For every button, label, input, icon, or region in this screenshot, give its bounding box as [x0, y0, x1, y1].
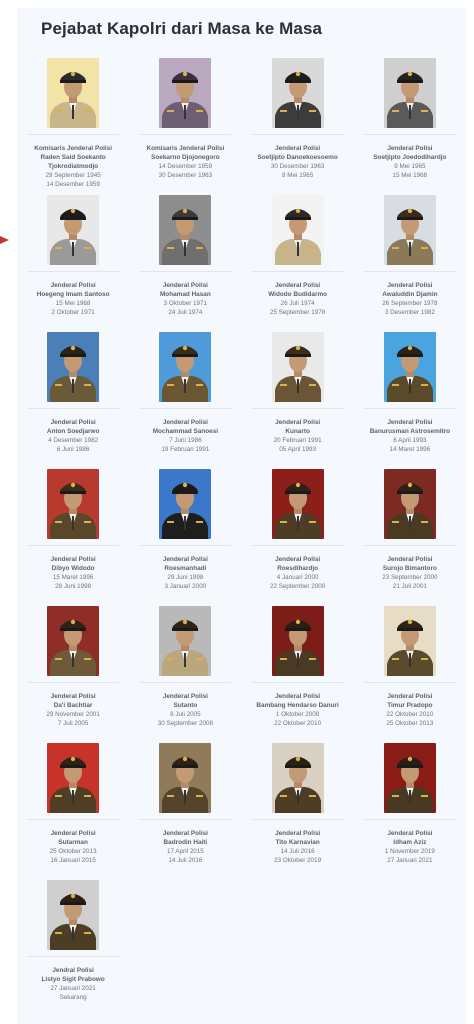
official-rank: Jenderal Polisi — [275, 282, 321, 289]
official-portrait — [159, 195, 211, 265]
official-card — [24, 469, 122, 606]
official-rank: Jenderal Polisi — [275, 693, 321, 700]
official-portrait — [272, 58, 324, 128]
official-portrait — [159, 606, 211, 676]
term-start: 15 Mei 1968 — [55, 300, 91, 307]
official-name: Surojo Bimantoro — [382, 565, 437, 572]
official-rank: Jenderal Polisi — [387, 419, 433, 426]
official-name: Tito Karnavian — [275, 839, 320, 846]
term-end: 14 Juli 2016 — [168, 857, 203, 865]
official-card — [136, 469, 234, 606]
card-divider — [139, 682, 231, 683]
official-card — [249, 58, 347, 195]
card-divider — [252, 819, 344, 820]
official-card — [24, 58, 122, 195]
officials-grid — [17, 58, 466, 1017]
term-end: 28 Juni 1998 — [55, 583, 92, 591]
term-start: 17 April 2015 — [166, 848, 204, 855]
official-portrait — [159, 58, 211, 128]
term-start: 4 Januari 2000 — [276, 574, 319, 581]
official-portrait — [159, 743, 211, 813]
term-start: 26 Juli 1974 — [280, 300, 315, 307]
term-end: 8 Mei 1965 — [282, 172, 314, 180]
official-card — [24, 332, 122, 469]
official-portrait — [47, 58, 99, 128]
page-title: Pejabat Kapolri dari Masa ke Masa — [41, 19, 323, 38]
card-divider — [27, 545, 119, 546]
official-card — [136, 606, 234, 743]
term-start: 26 September 1978 — [382, 300, 438, 307]
term-end: 15 Mei 1968 — [392, 172, 428, 180]
official-name: Listyo Sigit Prabowo — [41, 976, 105, 983]
official-card — [136, 743, 234, 880]
term-end: 22 September 2000 — [269, 583, 326, 591]
official-card — [24, 743, 122, 880]
official-rank: Komisaris Jenderal Polisi — [34, 145, 113, 152]
official-rank: Jenderal Polisi — [50, 693, 96, 700]
official-rank: Jenderal Polisi — [387, 693, 433, 700]
official-rank: Jenderal Polisi — [387, 145, 433, 152]
official-rank: Komisaris Jenderal Polisi — [146, 145, 225, 152]
term-end: 05 April 1993 — [279, 446, 316, 454]
card-divider — [27, 819, 119, 820]
term-end: 3 Januari 2000 — [164, 583, 207, 591]
term-start: 4 Desember 1982 — [48, 437, 99, 444]
official-name: Roesmanhadi — [164, 565, 207, 572]
term-end: 27 Januari 2021 — [387, 857, 433, 865]
official-portrait — [272, 332, 324, 402]
official-name: Mochammad Sanoesi — [152, 428, 219, 435]
term-start: 20 Februari 1991 — [273, 437, 322, 444]
term-start: 9 Mei 1965 — [394, 163, 426, 170]
card-divider — [252, 134, 344, 135]
official-portrait — [47, 880, 99, 950]
term-end: 30 September 2008 — [157, 720, 214, 728]
term-end: 16 Januari 2015 — [50, 857, 96, 865]
card-divider — [27, 271, 119, 272]
card-divider — [27, 956, 119, 957]
term-start: 23 September 2000 — [382, 574, 438, 581]
term-start: 22 Oktober 2010 — [386, 711, 434, 718]
official-name: Soekarno Djojonegoro — [151, 154, 220, 161]
official-portrait — [272, 743, 324, 813]
official-portrait — [384, 58, 436, 128]
official-rank: Jenderal Polisi — [162, 419, 208, 426]
term-start: 14 Desember 1959 — [158, 163, 213, 170]
official-portrait — [272, 469, 324, 539]
official-card — [361, 743, 459, 880]
card-divider — [27, 682, 119, 683]
official-portrait — [272, 606, 324, 676]
official-portrait — [47, 195, 99, 265]
official-portrait — [384, 195, 436, 265]
official-rank: Jenderal Polisi — [50, 830, 96, 837]
term-start: 14 Juli 2016 — [280, 848, 315, 855]
official-portrait — [159, 469, 211, 539]
card-divider — [364, 134, 456, 135]
official-card — [136, 195, 234, 332]
official-name: Hoegeng Imam Santoso — [36, 291, 110, 298]
official-card — [361, 332, 459, 469]
official-portrait — [47, 743, 99, 813]
term-end: 7 Juli 2005 — [57, 720, 89, 728]
official-card — [361, 195, 459, 332]
term-start: 7 Juni 1986 — [169, 437, 202, 444]
card-divider — [139, 819, 231, 820]
official-name: Da'i Bachtiar — [53, 702, 93, 709]
term-start: 1 November 2019 — [384, 848, 435, 855]
official-rank: Jenderal Polisi — [162, 282, 208, 289]
official-name: Soetjipto Joedodihardjo — [373, 154, 447, 161]
official-portrait — [47, 606, 99, 676]
card-divider — [139, 545, 231, 546]
official-portrait — [47, 469, 99, 539]
official-name: Roesdihardjo — [277, 565, 319, 572]
official-card — [24, 195, 122, 332]
term-end: 21 Juli 2001 — [392, 583, 427, 591]
official-name: Banurusman Astrosemitro — [369, 428, 451, 435]
official-rank: Jenderal Polisi — [387, 556, 433, 563]
term-end: 25 Oktober 2013 — [386, 720, 434, 728]
card-divider — [364, 819, 456, 820]
official-rank: Jenderal Polisi — [162, 693, 208, 700]
official-name: Awaluddin Djamin — [382, 291, 438, 298]
term-start: 15 Maret 1996 — [52, 574, 94, 581]
official-name: Kunarto — [285, 428, 310, 435]
official-card — [361, 469, 459, 606]
term-end: 24 Juli 1974 — [168, 309, 203, 317]
official-portrait — [384, 332, 436, 402]
official-card — [249, 743, 347, 880]
card-divider — [364, 271, 456, 272]
official-rank: Jenderal Polisi — [387, 830, 433, 837]
official-name: Raden Said Soekanto Tjokrodiatmodjo — [40, 154, 106, 170]
official-portrait — [384, 743, 436, 813]
official-name: Anton Soedjarwo — [46, 428, 100, 435]
official-name: Soetjipto Danoekoesoemo — [257, 154, 338, 161]
term-end: 23 Oktober 2019 — [274, 857, 322, 865]
official-portrait — [47, 332, 99, 402]
official-card — [24, 880, 122, 1017]
official-rank: Jenderal Polisi — [50, 282, 96, 289]
card-divider — [139, 271, 231, 272]
official-portrait — [272, 195, 324, 265]
official-card — [249, 606, 347, 743]
term-start: 25 Oktober 2013 — [49, 848, 97, 855]
official-rank: Jendral Polisi — [52, 967, 94, 974]
official-portrait — [384, 469, 436, 539]
term-start: 29 Juni 1998 — [167, 574, 204, 581]
official-name: Badrodin Haiti — [163, 839, 208, 846]
official-rank: Jenderal Polisi — [50, 419, 96, 426]
card-divider — [139, 408, 231, 409]
term-end: 22 Oktober 2010 — [274, 720, 322, 728]
term-end: 25 September 1978 — [269, 309, 326, 317]
official-name: Idham Aziz — [393, 839, 427, 846]
official-rank: Jenderal Polisi — [387, 282, 433, 289]
term-end: 30 Desember 1963 — [158, 172, 213, 180]
official-rank: Jenderal Polisi — [275, 145, 321, 152]
term-end: 6 Juni 1986 — [56, 446, 90, 454]
official-name: Dibyo Widodo — [51, 565, 95, 572]
official-name: Widodo Budidarmo — [268, 291, 328, 298]
official-name: Mohamad Hasan — [159, 291, 211, 298]
official-card — [24, 606, 122, 743]
card-divider — [252, 545, 344, 546]
term-start: 30 Desember 1963 — [270, 163, 325, 170]
term-start: 8 Juli 2005 — [170, 711, 201, 718]
official-name: Sutarman — [58, 839, 88, 846]
official-rank: Jenderal Polisi — [275, 830, 321, 837]
term-end: 14 Maret 1996 — [389, 446, 431, 454]
term-end: Sekarang — [59, 994, 87, 1002]
term-start: 6 April 1993 — [393, 437, 427, 444]
official-rank: Jenderal Polisi — [162, 556, 208, 563]
card-divider — [364, 408, 456, 409]
term-start: 27 Januari 2021 — [50, 985, 96, 992]
term-start: 3 Oktober 1971 — [163, 300, 208, 307]
card-divider — [364, 545, 456, 546]
card-divider — [252, 271, 344, 272]
term-start: 29 November 2001 — [46, 711, 100, 718]
official-rank: Jenderal Polisi — [275, 556, 321, 563]
term-end: 2 Oktober 1971 — [51, 309, 95, 317]
official-card — [249, 332, 347, 469]
official-card — [249, 195, 347, 332]
official-card — [136, 58, 234, 195]
official-name: Timur Pradopo — [387, 702, 433, 709]
card-divider — [27, 134, 119, 135]
official-card — [361, 606, 459, 743]
official-portrait — [384, 606, 436, 676]
official-card — [361, 58, 459, 195]
card-divider — [364, 682, 456, 683]
official-rank: Jenderal Polisi — [162, 830, 208, 837]
card-divider — [27, 408, 119, 409]
official-rank: Jenderal Polisi — [50, 556, 96, 563]
term-start: 29 September 1945 — [45, 172, 101, 179]
official-portrait — [159, 332, 211, 402]
term-end: 3 Desember 1982 — [384, 309, 435, 317]
side-arrow-icon — [0, 236, 9, 244]
card-divider — [139, 134, 231, 135]
official-card — [136, 332, 234, 469]
card-divider — [252, 408, 344, 409]
content-panel — [17, 8, 466, 1024]
official-rank: Jenderal Polisi — [275, 419, 321, 426]
official-name: Bambang Hendarso Danuri — [256, 702, 339, 709]
term-end: 14 Desember 1959 — [46, 181, 100, 189]
term-start: 1 Oktober 2008 — [275, 711, 320, 718]
official-card — [249, 469, 347, 606]
term-end: 19 Februari 1991 — [161, 446, 210, 454]
official-name: Sutanto — [173, 702, 198, 709]
card-divider — [252, 682, 344, 683]
